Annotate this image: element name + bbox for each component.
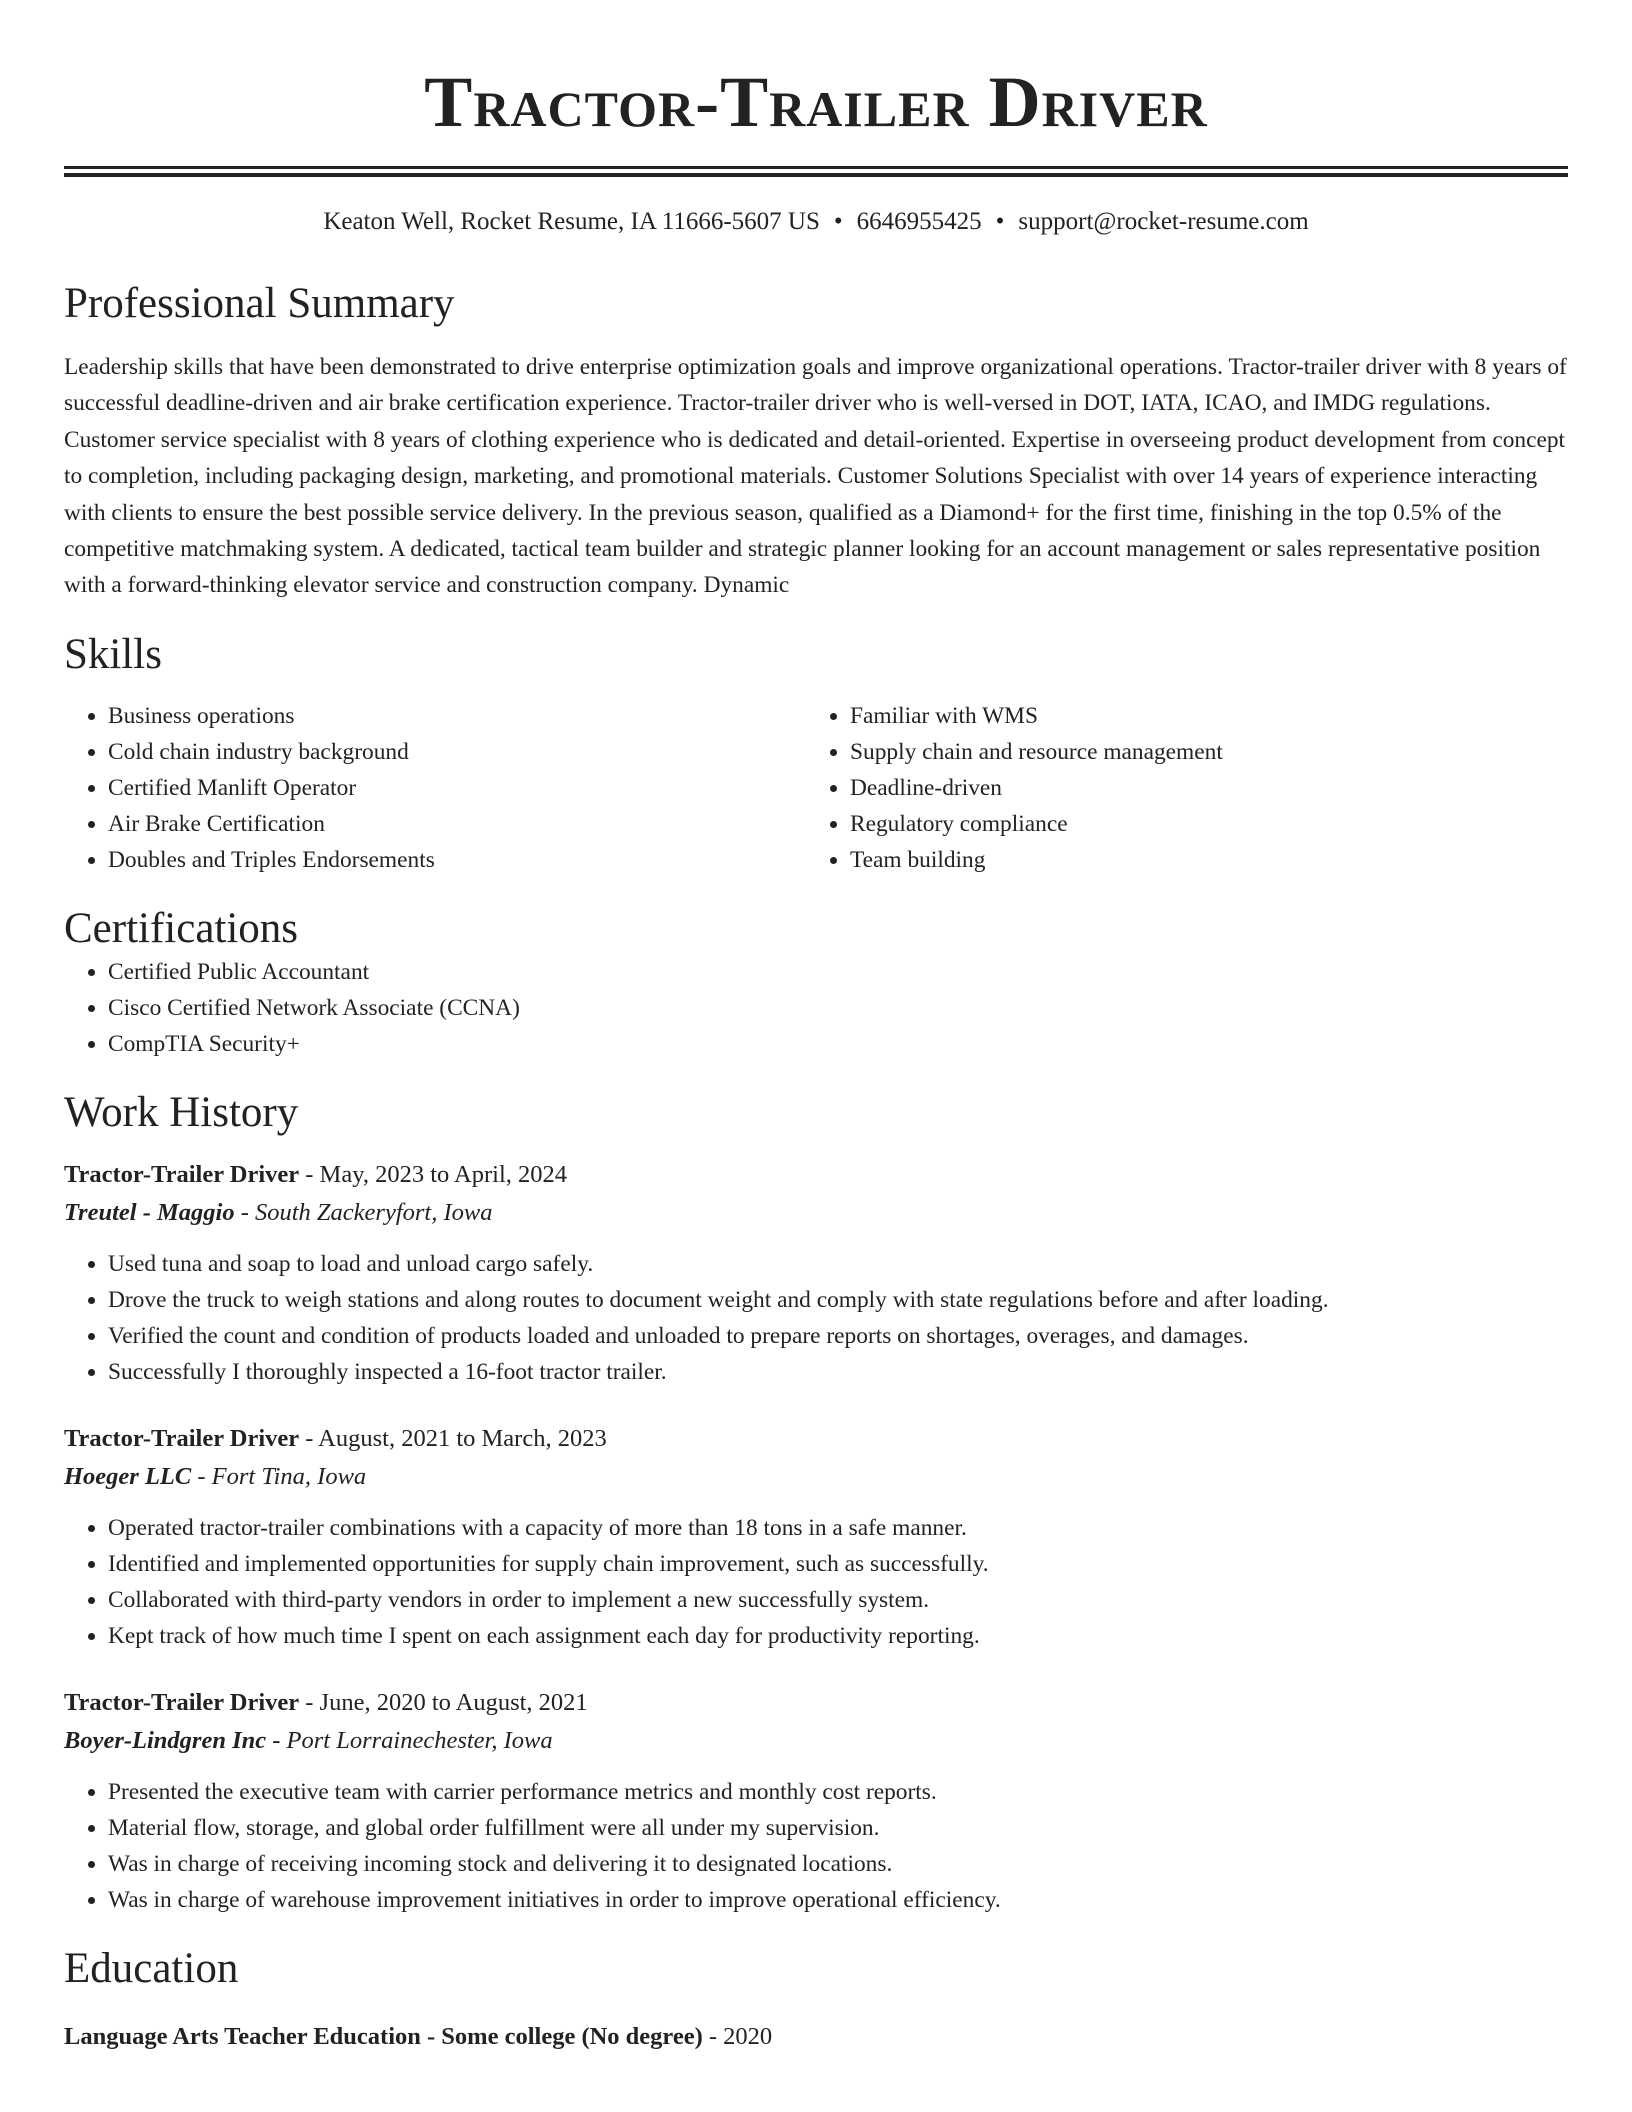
skill-item: • Deadline-driven [850,770,1548,806]
title-divider [64,166,1568,177]
contact-email: support@rocket-resume.com [1018,208,1309,235]
job-location: - Fort Tina, Iowa [191,1462,367,1490]
skill-item: • Business operations [108,698,806,734]
job-title: Tractor-Trailer Driver [64,1160,300,1188]
skills-grid [64,698,1568,878]
skill-item: • Cold chain industry background [108,734,806,770]
contact-line [64,207,1568,237]
job-entry [64,1156,1568,1390]
job-bullet: • Used tuna and soap to load and unload cargo safely. [108,1246,1568,1282]
job-bullets [64,1246,1568,1390]
education-heading: Education [64,1944,239,1992]
job-title: Tractor-Trailer Driver [64,1424,300,1452]
certifications-heading: Certifications [64,904,299,952]
skill-item: • Regulatory compliance [850,806,1548,842]
skills-column-right [806,698,1548,878]
resume-title: Tractor-Trailer Driver [424,62,1208,142]
certification-item: • Certified Public Accountant [108,954,1568,990]
summary-text: Leadership skills that have been demonstrated to drive enterprise optimization goals and improve organizational operations. Tractor-trailer driver with 8 years of successful deadline-driven and air brake certification experience. Tractor-trailer driver who is well-versed in DOT, IATA, ICAO, and IMDG regulations. Customer service specialist with 8 years of clothing experience who is dedicated and detail-oriented. Expertise in overseeing product development from concept to completion, including packaging design, marketing, and promotional materials. Customer Solutions Specialist with over 14 years of experience interacting with clients to ensure the best possible service delivery. In the previous season, qualified as a Diamond+ for the first time, finishing in the top 0.5% of the competitive matchmaking system. A dedicated, tactical team builder and strategic planner looking for an account management or sales representative position with a forward-thinking elevator service and construction company. Dynamic [64,354,1567,599]
certifications-list [64,954,1568,1062]
job-bullet: • Collaborated with third-party vendors in order to implement a new successfully system. [108,1582,1568,1618]
summary-heading: Professional Summary [64,280,455,327]
contact-address: Keaton Well, Rocket Resume, IA 11666-5607 US [323,208,820,235]
job-bullet: • Was in charge of receiving incoming stock and delivering it to designated locations. [108,1846,1568,1882]
job-company-line [64,1458,1568,1496]
job-bullets [64,1774,1568,1918]
job-entry [64,1684,1568,1918]
job-title-line [64,1156,1568,1194]
job-dates: - June, 2020 to August, 2021 [299,1688,588,1716]
skills-heading: Skills [64,630,162,678]
job-location: - Port Lorrainechester, Iowa [266,1726,553,1754]
job-bullet: • Kept track of how much time I spent on each assignment each day for productivity reporting. [108,1618,1568,1654]
job-bullets [64,1510,1568,1654]
skill-item: • Air Brake Certification [108,806,806,842]
job-company-line [64,1722,1568,1760]
job-bullet: • Identified and implemented opportunities for supply chain improvement, such as successfully. [108,1546,1568,1582]
job-dates: - August, 2021 to March, 2023 [299,1424,607,1452]
skills-column-left [64,698,806,878]
job-title-line [64,1684,1568,1722]
education-degree: Language Arts Teacher Education - Some college (No degree) [64,2022,703,2050]
contact-phone: 6646955425 [856,208,982,235]
job-bullet: • Was in charge of warehouse improvement initiatives in order to improve operational efficiency. [108,1882,1568,1918]
contact-separator: • [833,208,843,235]
skill-item: • Certified Manlift Operator [108,770,806,806]
certification-item: • CompTIA Security+ [108,1026,1568,1062]
job-dates: - May, 2023 to April, 2024 [299,1160,568,1188]
job-company: Hoeger LLC [64,1462,192,1490]
job-bullet: • Material flow, storage, and global order fulfillment were all under my supervision. [108,1810,1568,1846]
job-bullet: • Presented the executive team with carrier performance metrics and monthly cost reports. [108,1774,1568,1810]
skill-item: • Supply chain and resource management [850,734,1548,770]
skill-item: • Familiar with WMS [850,698,1548,734]
job-bullet: • Operated tractor-trailer combinations with a capacity of more than 18 tons in a safe manner. [108,1510,1568,1546]
skill-item: • Team building [850,842,1548,878]
job-location: - South Zackeryfort, Iowa [234,1198,493,1226]
education-entry [64,2018,1568,2056]
job-company: Treutel - Maggio [64,1198,235,1226]
certification-item: • Cisco Certified Network Associate (CCNA) [108,990,1568,1026]
job-entry [64,1420,1568,1654]
job-bullet: • Verified the count and condition of products loaded and unloaded to prepare reports on shortages, overages, and damages. [108,1318,1568,1354]
job-title-line [64,1420,1568,1458]
education-year: - 2020 [702,2022,773,2050]
skill-item: • Doubles and Triples Endorsements [108,842,806,878]
work-history-heading: Work History [64,1088,299,1136]
job-company-line [64,1194,1568,1232]
job-bullet: • Drove the truck to weigh stations and along routes to document weight and comply with state regulations before and after loading. [108,1282,1568,1318]
job-company: Boyer-Lindgren Inc [64,1726,267,1754]
contact-separator: • [995,208,1005,235]
job-bullet: • Successfully I thoroughly inspected a 16-foot tractor trailer. [108,1354,1568,1390]
job-title: Tractor-Trailer Driver [64,1688,300,1716]
resume-page [64,0,1568,2056]
